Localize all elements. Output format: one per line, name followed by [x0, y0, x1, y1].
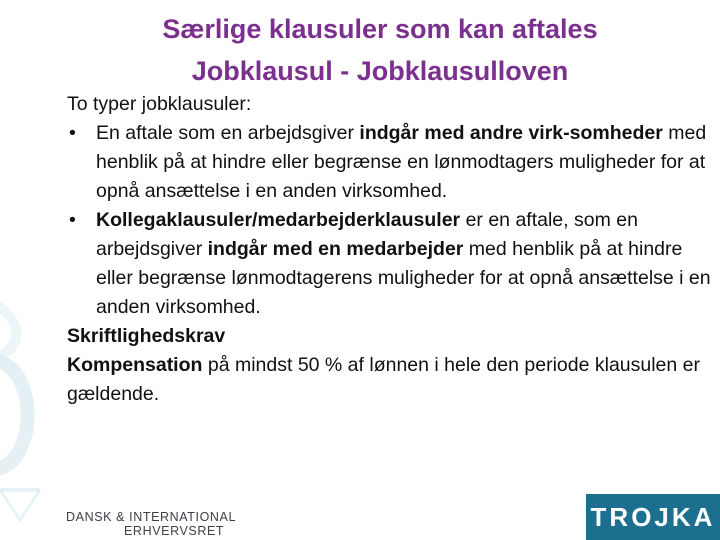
- bullet-2-bold-a: Kollegaklausuler/medarbejderklausuler: [96, 209, 461, 231]
- bullet-2-text-a: er en aftale, som en arbejdsgiver: [96, 209, 638, 260]
- logo-line-1: DANSK & INTERNATIONAL: [66, 510, 237, 524]
- bullet-2-text-b: med henblik på at hindre eller begrænse lønmodtagerens muligheder for at opnå ansættelse i en anden virksomhed.: [96, 238, 711, 318]
- compensation-paragraph: [67, 351, 712, 409]
- slide-content: [67, 90, 712, 409]
- title-line-1: Særlige klausuler som kan aftales: [162, 14, 598, 44]
- bullet-1-text-b: med henblik på at hindre eller begrænse en lønmodtagers muligheder for at opnå ansættelse i en anden virksomhed.: [96, 122, 707, 202]
- bullet-1-bold: indgår med andre virk-somheder: [359, 122, 663, 144]
- compensation-bold: Kompensation: [67, 354, 203, 376]
- page-title: [80, 8, 680, 92]
- compensation-text: på mindst 50 % af lønnen i hele den periode klausulen er gældende.: [67, 354, 701, 405]
- bullet-item-1: [67, 119, 712, 206]
- logo-line-2: ERHVERVSRET: [124, 524, 225, 538]
- bullet-icon: •: [69, 209, 76, 231]
- bullet-2-bold-b: indgår med en medarbejder: [207, 238, 464, 260]
- bullet-1-text-a: En aftale som en arbejdsgiver: [96, 122, 360, 144]
- intro-heading: To typer jobklausuler:: [67, 93, 252, 115]
- title-line-2: Jobklausul - Jobklausulloven: [191, 56, 569, 86]
- written-requirement-heading: Skriftlighedskrav: [67, 325, 226, 347]
- trojka-logo: TROJKA: [586, 494, 720, 540]
- bullet-icon: •: [69, 122, 76, 144]
- bullet-item-2: [67, 206, 712, 322]
